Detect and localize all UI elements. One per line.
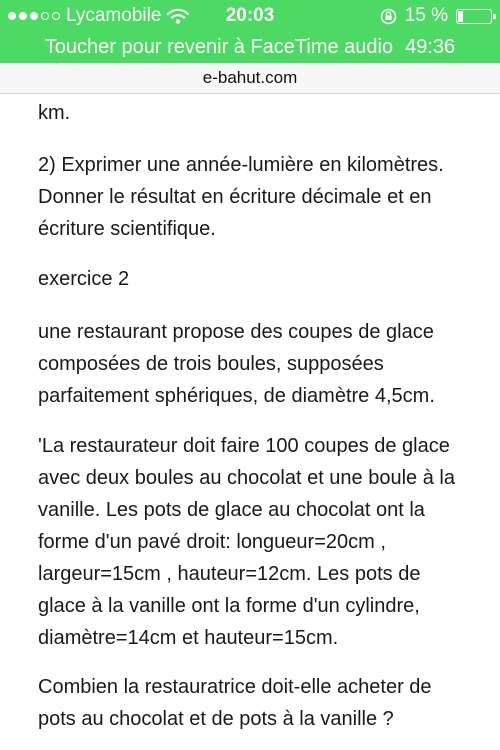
page-content [0, 97, 500, 735]
page-domain: e-bahut.com [202, 68, 298, 87]
status-right [380, 5, 492, 27]
url-bar[interactable] [0, 63, 500, 94]
paragraph: Combien la restauratrice doit-elle acheter de pots au chocolat et de pots à la vanille ? [38, 676, 432, 730]
paragraph: km. [38, 102, 71, 124]
paragraph: une restaurant propose des coupes de glace composées de trois boules, supposées parfaitement sphériques, de diamètre 4,5cm. [38, 321, 435, 407]
call-duration: 49:36 [405, 36, 456, 58]
battery-icon [456, 9, 492, 24]
status-time: 20:03 [225, 5, 275, 26]
green-call-area[interactable] [0, 0, 500, 63]
battery-level [458, 11, 463, 22]
facetime-return-banner[interactable] [0, 32, 500, 63]
banner-text: Toucher pour revenir à FaceTime audio [44, 36, 394, 58]
status-bar [0, 0, 500, 32]
battery-percent: 15 % [404, 5, 448, 26]
paragraph: 'La restaurateur doit faire 100 coupes de glace avec deux boules au chocolat et une boule à la vanille. Les pots de glace au chocolat ont la forme d'un pavé droit: longueur=20cm , largeur=15cm , hauteur=12cm. Les pots de glace à la vanille ont la forme d'un cylindre, diamètre=14cm et hauteur=15cm. [38, 435, 455, 649]
rotation-lock-icon [380, 8, 397, 25]
paragraph: 2) Exprimer une année-lumière en kilomètres. Donner le résultat en écriture décimale et en écriture scientifique. [38, 154, 444, 240]
paragraph: exercice 2 [38, 268, 130, 290]
carrier-name: Lycamobile [66, 5, 162, 26]
